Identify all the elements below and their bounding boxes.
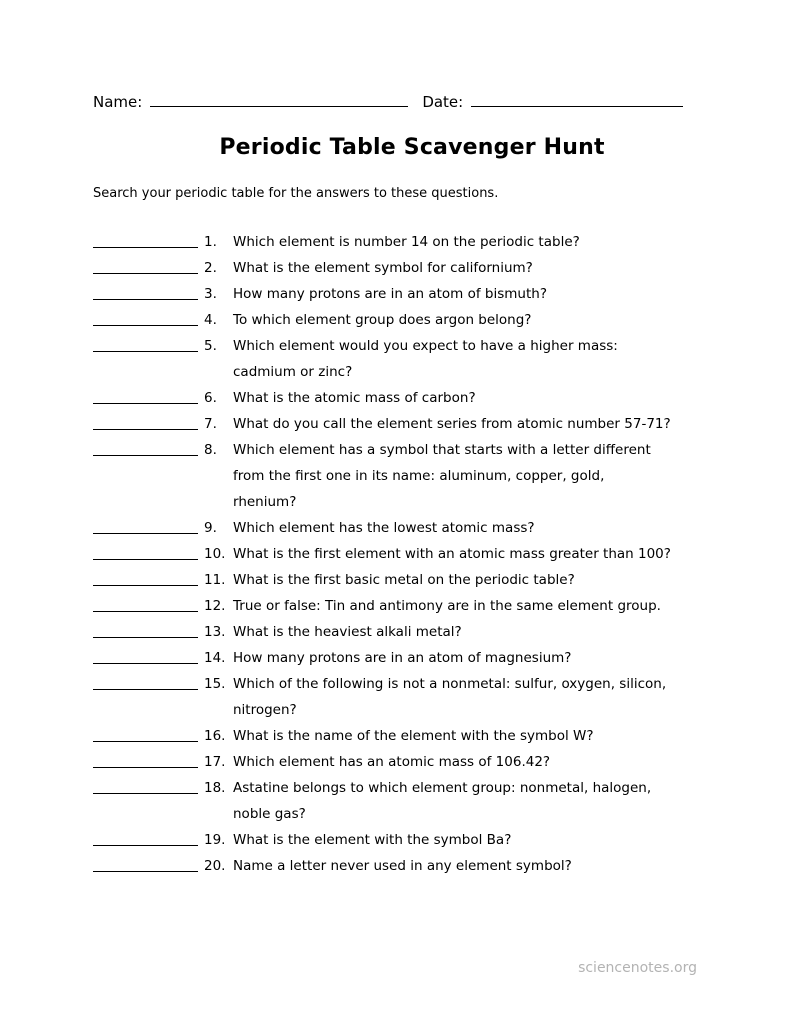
intro-text: Search your periodic table for the answers to these questions.: [93, 186, 499, 201]
answer-blank-line: [93, 621, 198, 638]
question-text: What is the element with the symbol Ba?: [233, 832, 512, 848]
question-item: [93, 567, 731, 593]
answer-blank-line: [93, 725, 198, 742]
question-text: How many protons are in an atom of magnesium?: [233, 650, 572, 666]
question-row: [93, 775, 731, 801]
answer-blank-line: [93, 413, 198, 430]
question-item: [93, 411, 731, 437]
question-item: [93, 827, 731, 853]
question-number: 5.: [204, 338, 217, 354]
question-text: Which element has an atomic mass of 106.42?: [233, 754, 551, 770]
question-item: [93, 437, 731, 515]
question-row: [93, 619, 731, 645]
question-text-continuation: nitrogen?: [233, 702, 297, 718]
question-number: 11.: [204, 572, 226, 588]
question-text: What is the element symbol for californium?: [233, 260, 533, 276]
answer-blank-line: [93, 257, 198, 274]
question-row: [93, 333, 731, 359]
worksheet-content: [93, 0, 731, 879]
name-blank-line: [150, 92, 408, 107]
question-text: What is the heaviest alkali metal?: [233, 624, 462, 640]
answer-blank-line: [93, 387, 198, 404]
question-text: What is the first element with an atomic mass greater than 100?: [233, 546, 671, 562]
question-number: 9.: [204, 520, 217, 536]
question-item: [93, 749, 731, 775]
answer-blank-line: [93, 777, 198, 794]
question-number: 13.: [204, 624, 226, 640]
question-number: 4.: [204, 312, 217, 328]
answer-blank-line: [93, 543, 198, 560]
question-row: [93, 541, 731, 567]
answer-blank-line: [93, 335, 198, 352]
question-text: What is the atomic mass of carbon?: [233, 390, 476, 406]
answer-blank-line: [93, 439, 198, 456]
question-text-continuation: from the first one in its name: aluminum, copper, gold,: [233, 468, 605, 484]
question-item: [93, 281, 731, 307]
question-item: [93, 853, 731, 879]
question-item: [93, 515, 731, 541]
question-text: What do you call the element series from atomic number 57-71?: [233, 416, 671, 432]
question-text-continuation: noble gas?: [233, 806, 306, 822]
question-row: [93, 593, 731, 619]
name-label: Name:: [93, 93, 143, 111]
question-item: [93, 307, 731, 333]
question-row: [93, 229, 731, 255]
question-row: [93, 385, 731, 411]
question-number: 12.: [204, 598, 226, 614]
question-row: [93, 307, 731, 333]
question-number: 7.: [204, 416, 217, 432]
question-row: [93, 411, 731, 437]
date-label: Date:: [422, 93, 464, 111]
answer-blank-line: [93, 751, 198, 768]
question-row: [93, 749, 731, 775]
question-item: [93, 333, 731, 385]
question-item: [93, 229, 731, 255]
question-number: 2.: [204, 260, 217, 276]
question-text-continuation: cadmium or zinc?: [233, 364, 353, 380]
question-number: 6.: [204, 390, 217, 406]
question-item: [93, 645, 731, 671]
question-text: To which element group does argon belong?: [233, 312, 532, 328]
question-text: Which element would you expect to have a higher mass:: [233, 338, 618, 354]
question-item: [93, 775, 731, 827]
question-row: [93, 515, 731, 541]
question-item: [93, 723, 731, 749]
question-text: What is the first basic metal on the periodic table?: [233, 572, 575, 588]
question-text: Name a letter never used in any element symbol?: [233, 858, 572, 874]
question-number: 18.: [204, 780, 226, 796]
question-number: 1.: [204, 234, 217, 250]
question-row: [93, 853, 731, 879]
question-row: [93, 437, 731, 463]
answer-blank-line: [93, 855, 198, 872]
question-number: 15.: [204, 676, 226, 692]
question-text: What is the name of the element with the symbol W?: [233, 728, 594, 744]
question-text: True or false: Tin and antimony are in the same element group.: [233, 598, 661, 614]
answer-blank-line: [93, 569, 198, 586]
question-row: [93, 671, 731, 697]
question-row: [93, 255, 731, 281]
question-number: 8.: [204, 442, 217, 458]
question-item: [93, 541, 731, 567]
question-item: [93, 593, 731, 619]
question-number: 17.: [204, 754, 226, 770]
question-number: 20.: [204, 858, 226, 874]
question-number: 3.: [204, 286, 217, 302]
answer-blank-line: [93, 673, 198, 690]
answer-blank-line: [93, 595, 198, 612]
question-row: [93, 827, 731, 853]
footer-credit: sciencenotes.org: [578, 960, 697, 976]
question-item: [93, 255, 731, 281]
question-number: 10.: [204, 546, 226, 562]
questions-list: [93, 229, 731, 879]
question-number: 19.: [204, 832, 226, 848]
question-row: [93, 281, 731, 307]
question-row: [93, 723, 731, 749]
question-row: [93, 567, 731, 593]
name-date-row: [93, 92, 731, 111]
answer-blank-line: [93, 517, 198, 534]
question-item: [93, 671, 731, 723]
question-text: Which element has a symbol that starts with a letter different: [233, 442, 651, 458]
answer-blank-line: [93, 829, 198, 846]
question-text: Which of the following is not a nonmetal: sulfur, oxygen, silicon,: [233, 676, 667, 692]
question-text-continuation: rhenium?: [233, 494, 297, 510]
question-item: [93, 619, 731, 645]
answer-blank-line: [93, 309, 198, 326]
answer-blank-line: [93, 231, 198, 248]
answer-blank-line: [93, 283, 198, 300]
page-title: Periodic Table Scavenger Hunt: [219, 135, 605, 160]
question-text: Astatine belongs to which element group: nonmetal, halogen,: [233, 780, 652, 796]
question-text: How many protons are in an atom of bismuth?: [233, 286, 548, 302]
question-text: Which element is number 14 on the periodic table?: [233, 234, 580, 250]
question-item: [93, 385, 731, 411]
date-blank-line: [471, 92, 683, 107]
answer-blank-line: [93, 647, 198, 664]
question-number: 14.: [204, 650, 226, 666]
question-number: 16.: [204, 728, 226, 744]
question-row: [93, 645, 731, 671]
question-text: Which element has the lowest atomic mass?: [233, 520, 535, 536]
